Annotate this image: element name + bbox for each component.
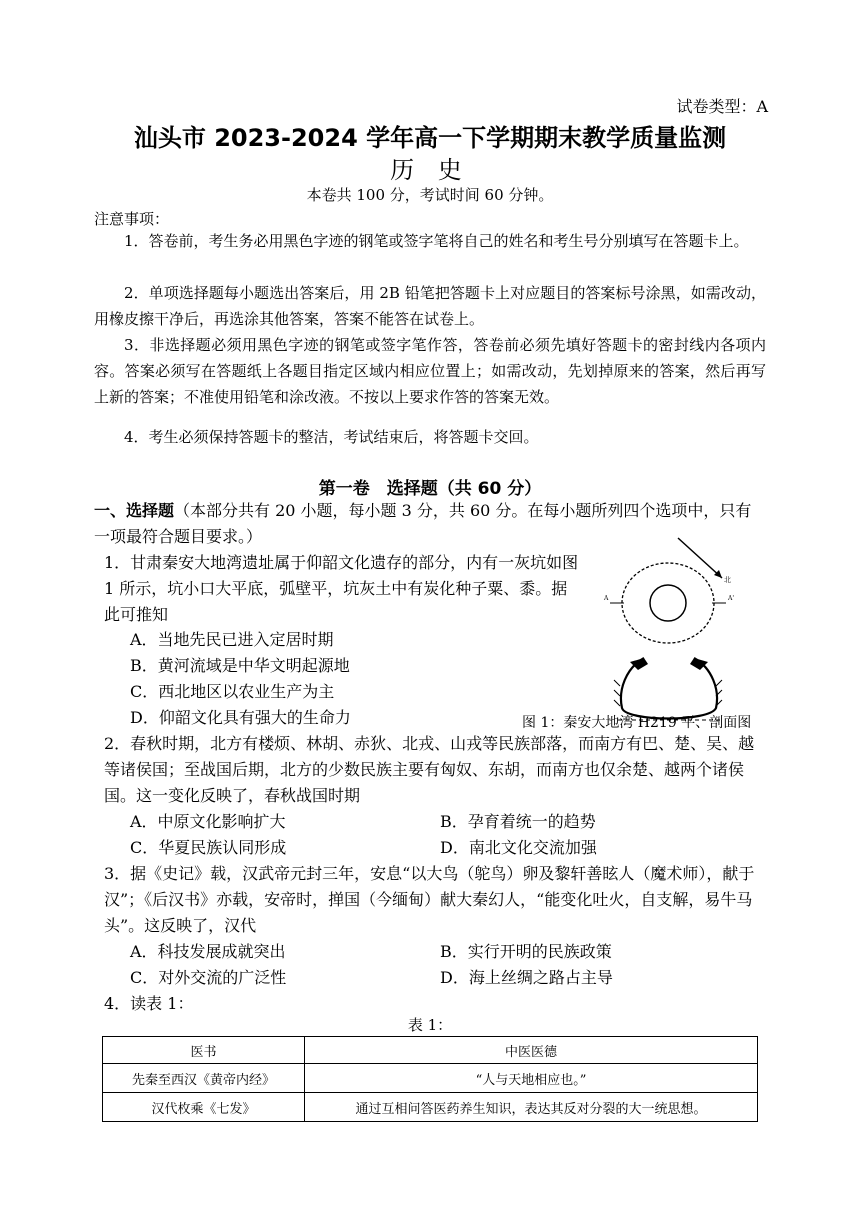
question-1-option-a: A．当地先民已进入定居时期 (130, 630, 334, 649)
note-item: 4．考生必须保持答题卡的整洁，考试结束后，将答题卡交回。 (124, 428, 539, 446)
section-mark-a-prime: A' (728, 595, 734, 602)
table-header-cell: 医书 (103, 1037, 305, 1064)
pit-diagram-figure (600, 530, 770, 725)
question-stem-4: 4．读表 1： (104, 994, 194, 1013)
part-description: （本部分共有 20 小题，每小题 3 分，共 60 分。在每小题所列四个选项中，只有一项最符合题目要求。） (94, 501, 752, 546)
section-title: 第一卷 选择题（共 60 分） (318, 479, 542, 499)
question-stem-3: 3．据《史记》载，汉武帝元封三年，安息“以大鸟（鸵鸟）卵及黎轩善眩人（魔术师），献于汉”；《后汉书》亦载，安帝时，掸国（今缅甸）献大秦幻人，“能变化吐火，自支解，易牛马头”。这反映了，汉代 (104, 864, 755, 935)
question-stem-1: 1．甘肃秦安大地湾遗址属于仰韶文化遗存的部分，内有一灰坑如图 1 所示，坑小口大平底，弧壁平，坑灰土中有炭化种子粟、黍。据此可推知 (104, 553, 579, 624)
section-mark-a: A (604, 595, 609, 602)
question-1-option-c: C．西北地区以农业生产为主 (130, 682, 335, 701)
table-cell: 先秦至西汉《黄帝内经》 (103, 1064, 305, 1093)
medical-books-table (102, 1036, 758, 1122)
question-3-option-a: A．科技发展成就突出 (130, 942, 286, 961)
question-3-option-b: B．实行开明的民族政策 (440, 942, 612, 961)
question-3-option-c: C．对外交流的广泛性 (130, 968, 287, 987)
note-item: 3．非选择题必须用黑色字迹的钢笔或签字笔作答，答卷前必须先填好答题卡的密封线内各项内容。答案必须写在答题纸上各题目指定区域内相应位置上；如需改动，先划掉原来的答案，然后再写上新的答案；不准使用铅笔和涂改液。不按以上要求作答的答案无效。 (94, 336, 766, 406)
wall-hatching (614, 680, 722, 706)
question-stem-2: 2．春秋时期，北方有楼烦、林胡、赤狄、北戎、山戎等民族部落，而南方有巴、楚、吴、越等诸侯国；至战国后期，北方的少数民族主要有匈奴、东胡，而南方也仅余楚、越两个诸侯国。这一变化反映了，春秋战国时期 (104, 734, 755, 805)
note-item: 1．答卷前，考生务必用黑色字迹的钢笔或签字笔将自己的姓名和考生号分别填写在答题卡上。 (124, 232, 749, 250)
figure-caption: 图 1：秦安大地湾 H219 平、剖面图 (522, 715, 752, 731)
table-cell: 通过互相问答医药养生知识，表达其反对分裂的大一统思想。 (305, 1093, 758, 1122)
question-2-option-c: C．华夏民族认同形成 (130, 838, 287, 857)
question-3-option-d: D．海上丝绸之路占主导 (440, 968, 613, 987)
question-2-option-d: D．南北文化交流加强 (440, 838, 597, 857)
question-1-option-b: B．黄河流域是中华文明起源地 (130, 656, 350, 675)
page-title: 汕头市 2023-2024 学年高一下学期期末教学质量监测 (133, 124, 727, 152)
table-header-cell: 中医医德 (305, 1037, 758, 1064)
table-cell: “人与天地相应也。” (305, 1064, 758, 1093)
exam-intro: 本卷共 100 分，考试时间 60 分钟。 (306, 186, 554, 204)
subject-title: 历 史 (390, 156, 470, 184)
table-row (103, 1093, 758, 1122)
pit-outline-dashed (622, 563, 714, 643)
north-arrow-icon (678, 538, 722, 578)
table-cell: 汉代枚乘《七发》 (103, 1093, 305, 1122)
north-mark: 北 (724, 576, 731, 584)
pit-mouth-circle (650, 585, 686, 621)
note-item: 2．单项选择题每小题选出答案后，用 2B 铅笔把答题卡上对应题目的答案标号涂黑，如需改动，用橡皮擦干净后，再选涂其他答案，答案不能答在试卷上。 (94, 284, 766, 328)
table-header-row (103, 1037, 758, 1064)
question-2-option-a: A．中原文化影响扩大 (130, 812, 286, 831)
question-2-option-b: B．孕育着统一的趋势 (440, 812, 596, 831)
table-row (103, 1064, 758, 1093)
exam-type-label: 试卷类型：A (676, 97, 768, 116)
part-label: 一、选择题 (94, 501, 175, 520)
notes-heading: 注意事项： (94, 210, 170, 228)
table-caption: 表 1： (407, 1016, 453, 1034)
question-1-option-d: D．仰韶文化具有强大的生命力 (130, 708, 351, 727)
